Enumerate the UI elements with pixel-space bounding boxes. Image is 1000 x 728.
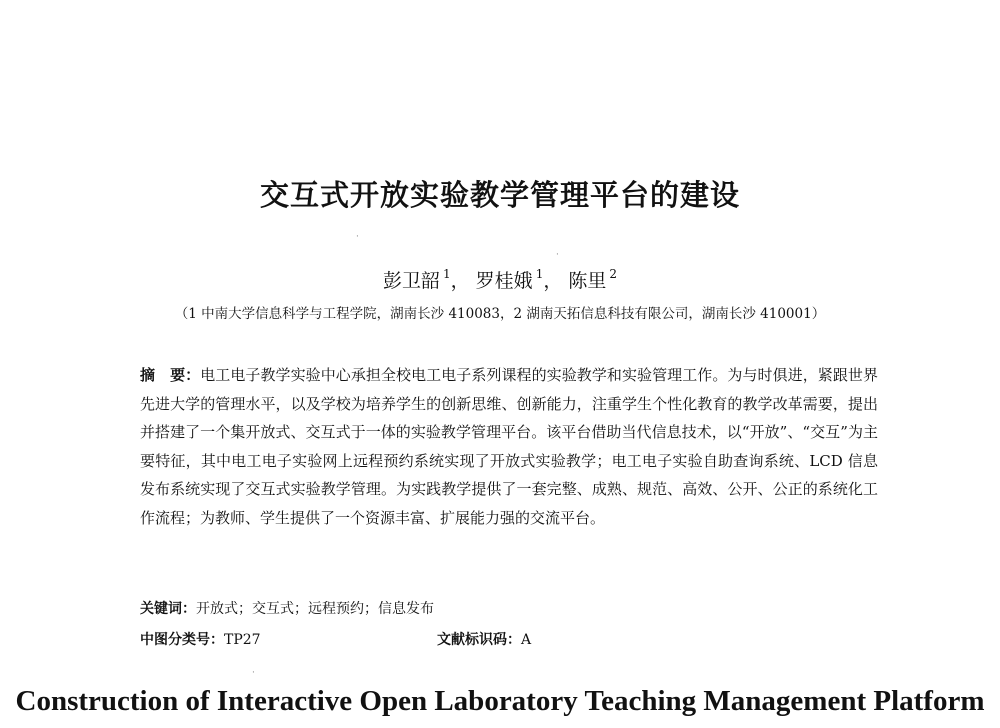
chinese-title: 交互式开放实验教学管理平台的建设 (259, 178, 740, 212)
scan-speck: · (356, 232, 359, 242)
classification-row (140, 629, 880, 649)
author-separator: ， (450, 270, 470, 292)
document-code (437, 629, 531, 649)
classification-label: 中图分类号： (140, 632, 224, 648)
author-line (0, 266, 1000, 293)
author-name: 罗桂娥 (475, 270, 533, 292)
scan-speck: · (556, 250, 559, 260)
author-name: 陈里 (568, 270, 607, 292)
keywords-label: 关键词： (140, 601, 196, 617)
author-name: 彭卫韶 (382, 270, 440, 292)
abstract-label: 摘 要： (140, 366, 201, 384)
author-affiliation-mark: 2 (609, 266, 618, 281)
keywords-row (140, 598, 880, 618)
affiliation-line: （1 中南大学信息科学与工程学院，湖南长沙 410083，2 湖南天拓信息科技有限公司，湖南长沙 410001） (174, 306, 826, 322)
scan-speck: · (252, 668, 255, 678)
author-affiliation-mark: 1 (535, 266, 544, 281)
keywords-text: 开放式；交互式；远程预约；信息发布 (196, 601, 434, 617)
abstract-text: 电工电子教学实验中心承担全校电工电子系列课程的实验教学和实验管理工作。为与时俱进，紧跟世界先进大学的管理水平，以及学校为培养学生的创新思维、创新能力，注重学生个性化教育的教学改革需要，提出并搭建了一个集开放式、交互式于一体的实验教学管理平台。该平台借助当代信息技术，以“开放”、“交互”为主要特征，其中电工电子实验网上远程预约系统实现了开放式实验教学；电工电子实验自助查询系统、LCD 信息发布系统实现了交互式实验教学管理。为实践教学提供了一套完整、成熟、规范、高效、公开、公正的系统化工作流程；为教师、学生提供了一个资源丰富、扩展能力强的交流平台。 (140, 366, 878, 527)
english-title: Construction of Interactive Open Laboratory Teaching Management Platform (15, 685, 985, 717)
classification-value: TP27 (224, 632, 261, 648)
document-code-value: A (521, 632, 532, 648)
author-separator: ， (543, 270, 563, 292)
author-affiliation-mark: 1 (442, 266, 451, 281)
abstract-block (140, 361, 878, 533)
document-code-label: 文献标识码： (437, 632, 521, 648)
